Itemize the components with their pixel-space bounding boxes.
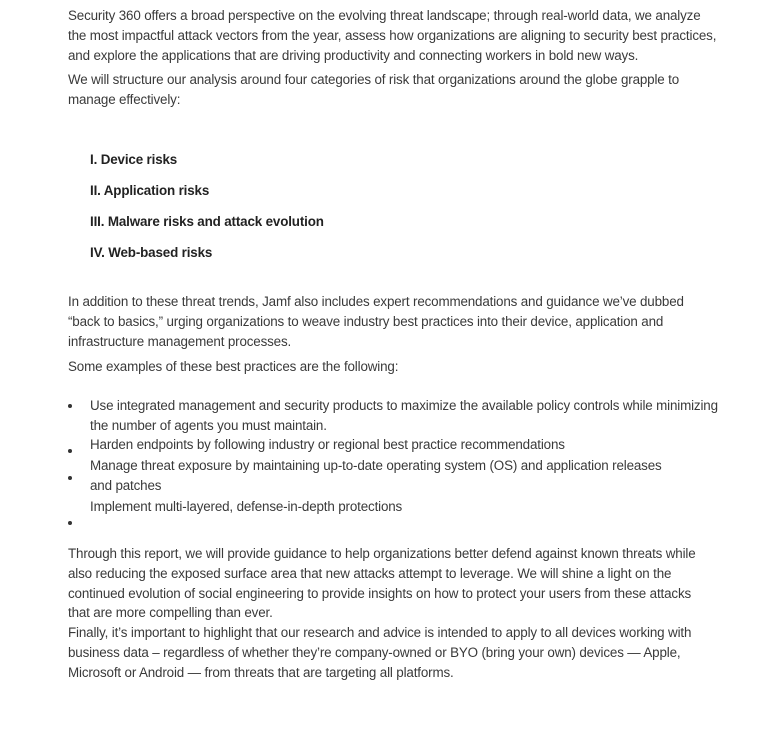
practice-item: Harden endpoints by following industry or regional best practice recommendations: [90, 437, 565, 452]
bullet-icon: [68, 476, 72, 480]
risk-item: IV. Web-based risks: [90, 245, 213, 260]
practice-item: Manage threat exposure by maintaining up-to-date operating system (OS) and application releases and patches: [90, 458, 662, 493]
practice-item: Implement multi-layered, defense-in-depth protections: [90, 499, 403, 514]
examples-intro: Some examples of these best practices are the following:: [68, 359, 399, 374]
structure-paragraph: We will structure our analysis around four categories of risk that organizations around the globe grapple to manage effectively:: [68, 72, 680, 107]
guidance-paragraph: Through this report, we will provide guidance to help organizations better defend against known threats while also reducing the exposed surface area that new attacks attempt to leverage. We will shine a light on the continued evolution of social engineering to provide insights on how to protect your users from these attacks that are more compelling than ever.: [68, 546, 696, 621]
intro-paragraph: Security 360 offers a broad perspective on the evolving threat landscape; through real-world data, we analyze the most impactful attack vectors from the year, assess how organizations are aligning to security best practices, and explore the applications that are driving productivity and connecting workers in bold new ways.: [68, 8, 717, 63]
risk-item: III. Malware risks and attack evolution: [90, 214, 324, 229]
risk-item: I. Device risks: [90, 152, 178, 167]
bullet-icon: [68, 404, 72, 408]
addition-paragraph: In addition to these threat trends, Jamf also includes expert recommendations and guidance we’ve dubbed “back to basics,” urging organizations to weave industry best practices into their device, application and infrastructure management processes.: [68, 294, 684, 349]
practice-item: Use integrated management and security products to maximize the available policy controls while minimizing the number of agents you must maintain.: [90, 398, 718, 433]
finally-paragraph: Finally, it’s important to highlight that our research and advice is intended to apply to all devices working with business data – regardless of whether they’re company-owned or BYO (bring your own) devices — Apple, Microsoft or Android — from threats that are targeting all platforms.: [68, 625, 692, 680]
risk-item: II. Application risks: [90, 183, 210, 198]
bullet-icon: [68, 521, 72, 525]
bullet-icon: [68, 449, 72, 453]
